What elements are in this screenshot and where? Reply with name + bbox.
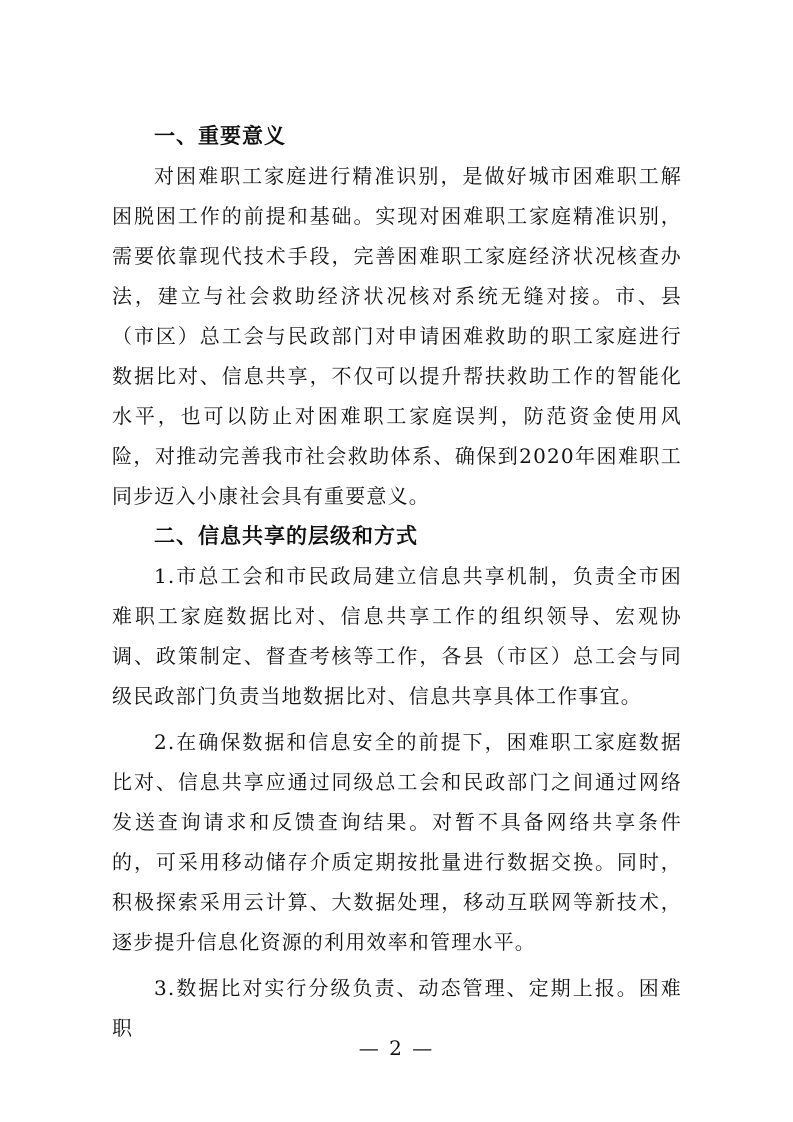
document-body xyxy=(112,116,682,1048)
paragraph-importance: 对困难职工家庭进行精准识别，是做好城市困难职工解困脱困工作的前提和基础。实现对困难职工家庭精准识别，需要依靠现代技术手段，完善困难职工家庭经济状况核查办法，建立与社会救助经济状况核对系统无缝对接。市、县（市区）总工会与民政部门对申请困难救助的职工家庭进行数据比对、信息共享，不仅可以提升帮扶救助工作的智能化水平，也可以防止对困难职工家庭误判，防范资金使用风险，对推动完善我市社会救助体系、确保到2020年困难职工同步迈入小康社会具有重要意义。 xyxy=(112,164,682,508)
section-heading-info-sharing: 二、信息共享的层级和方式 xyxy=(154,524,418,548)
page-number: — 2 — xyxy=(358,1036,435,1060)
section-heading-importance: 一、重要意义 xyxy=(154,124,286,148)
paragraph-item-1: 1.市总工会和市民政局建立信息共享机制，负责全市困难职工家庭数据比对、信息共享工作的组织领导、宏观协调、政策制定、督查考核等工作，各县（市区）总工会与同级民政部门负责当地数据比对、信息共享具体工作事宜。 xyxy=(112,564,682,708)
paragraph-item-3: 3.数据比对实行分级负责、动态管理、定期上报。困难职 xyxy=(112,976,682,1040)
paragraph-item-2: 2.在确保数据和信息安全的前提下，困难职工家庭数据比对、信息共享应通过同级总工会和民政部门之间通过网络发送查询请求和反馈查询结果。对暂不具备网络共享条件的，可采用移动储存介质定期按批量进行数据交换。同时，积极探索采用云计算、大数据处理，移动互联网等新技术，逐步提升信息化资源的利用效率和管理水平。 xyxy=(112,730,682,954)
